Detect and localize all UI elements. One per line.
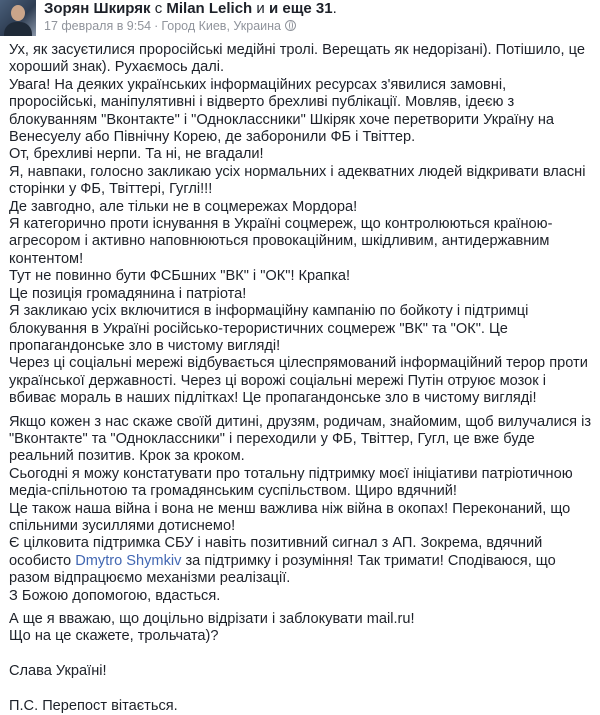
closing-line: Слава Україні! [9, 663, 107, 680]
paragraph-5: Де завгодно, але тільки не в соцмережах Мордора! [9, 198, 358, 215]
paragraph-15: З Божою допомогою, вдасться. [9, 587, 221, 604]
tagged-person-link[interactable]: Milan Lelich [166, 0, 253, 17]
with-word-and: и [256, 0, 265, 17]
post-header [0, 0, 600, 40]
paragraph-14-text: Є цілковита підтримка СБУ і навіть позитивний сигнал з АП. Зокрема, вдячний особисто [9, 535, 543, 569]
title-period: . [332, 0, 337, 17]
author-avatar[interactable] [0, 0, 36, 36]
paragraph-6: Я категорично проти існування в Україні соцмереж, що контролюються країною-агресором і активно наповнюються провокаційним, шкідливим, антидержавним контентом! [9, 216, 553, 267]
paragraph-12: Сьогодні я можу констатувати про тотальну підтримку моєї ініціативи патріотичною медіа-спільнотою та громадянським суспільством. Щиро вдячний! [9, 465, 573, 500]
paragraph-10: Через ці соціальні мережі відбувається цілеспрямований інформаційний терор проти української державності. Через ці ворожі соціальні мережі Путін отруює мозок і вбиває мораль в наших підлітках! Це пропагандонське зло в чистому вигляді! [9, 355, 588, 407]
post-date-link[interactable]: 17 февраля в 9:54 [44, 19, 152, 33]
paragraph-1: Ух, як засуєтилися проросійські медійні тролі. Верещать як недорізані). Потішило, це хороший знак). Рухаємось далі. [9, 42, 585, 76]
post-meta [44, 19, 296, 34]
paragraph-14 [9, 535, 595, 587]
mailru-line-1: А ще я вважаю, що доцільно відрізати і заблокувати mail.ru! [9, 611, 415, 627]
with-word: с [154, 0, 163, 17]
paragraph-2: Увага! На деяких українських інформаційних ресурсах з'явилися замовні, проросійські, маніпулятивні і відверто брехливі публікації. Мовляв, ідеєю з блокуванням "Вконтакте" і "Одноклассники" Шкіряк хоче перетворити Україну на Венесуелу або Північну Корею, де заборонили ФБ і Твіттер. [9, 76, 554, 146]
author-name-link[interactable]: Зорян Шкиряк [44, 0, 151, 17]
post-location-link[interactable]: Город Киев, Украина [161, 19, 281, 33]
paragraph-11: Якщо кожен з нас скаже своїй дитині, друзям, родичам, знайомим, щоб вилучалися із "Вконтакте" та "Одноклассники" і переходили у ФБ, Твіттер, Гугл, це вже буде реальний позитив. Крок за кроком. [9, 413, 592, 465]
tagged-more-link[interactable]: и еще 31 [268, 0, 333, 17]
paragraph-9: Я закликаю усіх включитися в інформаційну кампанію по бойкоту і підтримці блокування в Україні російсько-терористичних соцмереж "ВК" та "ОК". Це пропагандонське зло в чистому вигляді! [9, 303, 529, 354]
paragraph-7: Тут не повинно бути ФСБшних "ВК" і "ОК"! Крапка! [9, 268, 351, 285]
post-title-line [44, 0, 337, 18]
mention-link[interactable]: Dmytro Shymkiv [75, 552, 182, 569]
paragraph-8: Це позиція громадянина і патріота! [9, 285, 247, 302]
paragraph-3: От, брехливі нерпи. Та ні, не вгадали! [9, 146, 264, 163]
avatar-head [11, 5, 25, 21]
post-body [9, 42, 595, 715]
paragraph-14-after: за підтримку і розуміння! Так тримати! Сподіваюся, що разом відпрацюємо механізми реалізації. [9, 552, 556, 587]
postscript-line: П.С. Перепост вітається. [9, 698, 178, 714]
mailru-line-2: Що на це скажете, трольчата)? [9, 628, 219, 645]
globe-icon[interactable] [285, 20, 296, 31]
avatar-body [4, 22, 32, 36]
meta-separator: · [154, 19, 159, 33]
paragraph-4: Я, навпаки, голосно закликаю усіх нормальних і адекватних людей відкривати власні сторінки у ФБ, Твіттері, Гуглі!!! [9, 163, 586, 198]
paragraph-13: Це також наша війна і вона не менш важлива ніж війна в окопах! Переконаний, що спільними зусиллями дотиснемо! [9, 500, 571, 534]
